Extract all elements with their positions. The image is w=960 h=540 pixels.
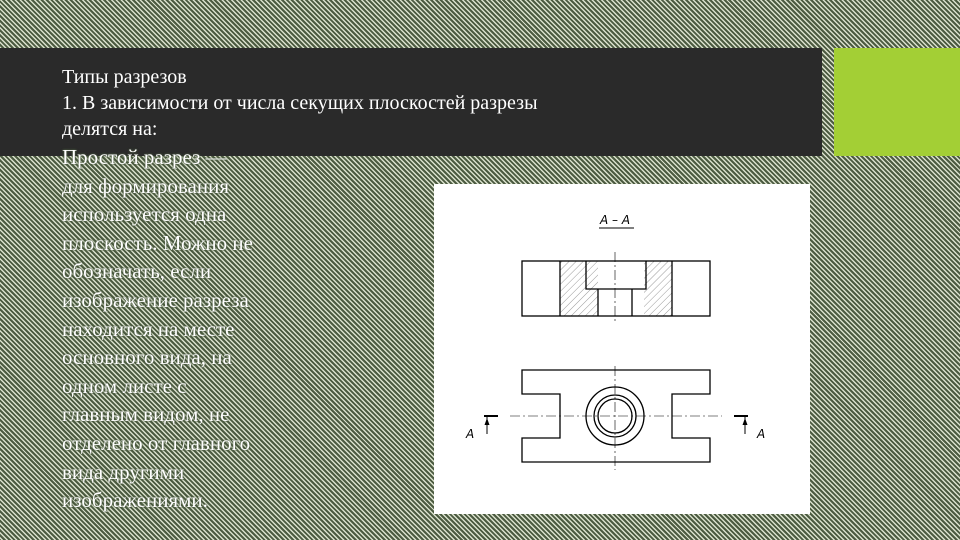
body-line: обозначать, если [62,259,212,284]
cutting-plane-left [484,416,498,434]
body-line: для формирования [62,173,229,198]
body-line: используется одна [62,202,227,227]
body-line: находится на месте [62,316,235,341]
cut-marker-label-left: А [466,427,475,441]
body-line: отделено от главного [62,430,251,455]
body-line: Простой разрез — [62,145,227,169]
slide-title [62,64,762,142]
cutting-plane-right [734,416,748,434]
section-drawing-svg [434,184,810,514]
body-paragraph [62,143,352,515]
body-line: изображениями. [62,488,208,513]
body-line: изображение разреза [62,287,249,312]
technical-drawing [434,184,810,514]
title-line: 1. В зависимости от числа секущих плоскостей разрезы [62,92,538,114]
body-line: плоскость. Можно не [62,230,253,255]
hatch-right [644,261,672,316]
accent-block [834,48,960,156]
plan-view [510,366,722,470]
body-line: вида другими [62,459,185,484]
title-line: Типы разрезов [62,66,187,88]
section-view [522,252,710,324]
body-line: одном листе с [62,373,187,398]
title-line: делятся на: [62,118,158,140]
section-label: А – А [600,213,631,227]
cut-marker-label-right: А [757,427,766,441]
body-line: главным видом, не [62,402,230,427]
body-line: основного вида, на [62,345,232,370]
